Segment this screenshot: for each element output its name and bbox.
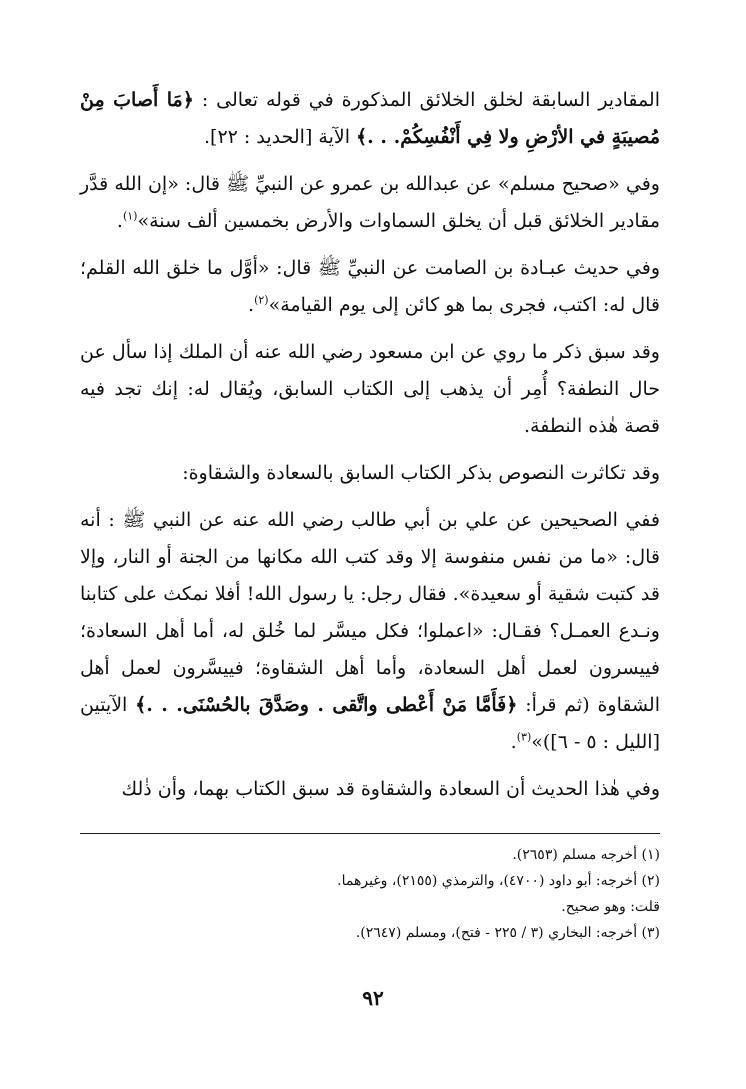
paragraph-2-end: .: [116, 210, 123, 232]
paragraph-3-text: وفي حديث عبـادة بن الصامت عن النبيِّ ﷺ قال: «أوَّل ما خلق الله القلم؛ قال له: اكتب، فجرى بما هو كائن إلى يوم القيامة»: [80, 257, 660, 316]
footnote-ref-2[interactable]: (٢): [254, 293, 269, 307]
main-text: [80, 82, 660, 808]
paragraph-6: [80, 502, 660, 761]
page-number: ٩٢: [362, 986, 384, 1010]
verse-reference: الآية [الحديد : ٢٢].: [204, 126, 357, 148]
paragraph-5: [80, 455, 660, 492]
footnote-ref-1[interactable]: (١): [122, 209, 138, 223]
footnote-2-comment: قلت: وهو صحيح.: [561, 899, 660, 915]
paragraph-3: [80, 250, 660, 324]
paragraph-4-text: وقد سبق ذكر ما روي عن ابن مسعود رضي الله عنه أن الملك إذا سأل عن حال النطفة؟ أُمِر أن يذهب إلى الكتاب السابق، ويُقال له: إنك تجد فيه قصة هٰذه النطفة.: [80, 341, 660, 437]
footnotes: [100, 842, 660, 946]
paragraph-7: [80, 771, 660, 808]
paragraph-5-text: وقد تكاثرت النصوص بذكر الكتاب السابق بالسعادة والشقاوة:: [182, 462, 660, 484]
verse-reference-layl: الآيتين [الليل : ٥ - ٦])»: [80, 694, 660, 753]
quran-verse-hadid: ﴿مَا أَصابَ مِنْ مُصيبَةٍ في الأرْضِ ولا فِي أَنْفُسِكُمْ. . .﴾: [80, 89, 660, 148]
paragraph-6-text: ففي الصحيحين عن علي بن أبي طالب رضي الله عنه عن النبي ﷺ : أنه قال: «ما من نفس منفوسة إلا وقد كتب الله مكانها من الجنة أو النار، وإلا قد كتبت شقية أو سعيدة». فقال رجل: يا رسول الله! أفلا نمكث على كتابنا ونـدع العمـل؟ فقـال: «اعملوا؛ فكل ميسَّر لما خُلق له، أما أهل السعادة؛ فييسرون لعمل أهل السعادة، وأما أهل الشقاوة؛ فييسَّرون لعمل أهل الشقاوة (ثم قرأ:: [80, 509, 660, 716]
footnote-3: (٣) أخرجه: البخاري (٣ / ٢٢٥ - فتح)، ومسلم (٢٦٤٧).: [355, 925, 660, 941]
paragraph-2-text: وفي «صحيح مسلم» عن عبدالله بن عمرو عن النبيِّ ﷺ قال: «إن الله قدَّر مقادير الخلائق قبل أن يخلق السماوات والأرض بخمسين ألف سنة»: [80, 173, 660, 232]
paragraph-1: [80, 82, 660, 156]
footnote-ref-3[interactable]: (٣): [516, 730, 532, 744]
footnote-1: (١) أخرجه مسلم (٢٦٥٣).: [512, 847, 660, 863]
paragraph-1-text: المقادير السابقة لخلق الخلائق المذكورة في قوله تعالى :: [193, 89, 660, 111]
paragraph-2: [80, 166, 660, 240]
paragraph-4: [80, 334, 660, 445]
paragraph-3-end: .: [248, 294, 255, 316]
paragraph-7-text: وفي هٰذا الحديث أن السعادة والشقاوة قد سبق الكتاب بهما، وأن ذٰلك: [121, 778, 660, 800]
footnote-divider: [80, 833, 660, 834]
quran-verse-layl: ﴿فَأَمَّا مَنْ أَعْطى واتَّقى . وصَدَّقَ بالحُسْنَى. . .﴾: [135, 694, 518, 716]
paragraph-6-end: .: [510, 731, 517, 753]
footnote-2: (٢) أخرجه: أبو داود (٤٧٠٠)، والترمذي (٢١٥٥)، وغيرهما.: [337, 873, 660, 889]
